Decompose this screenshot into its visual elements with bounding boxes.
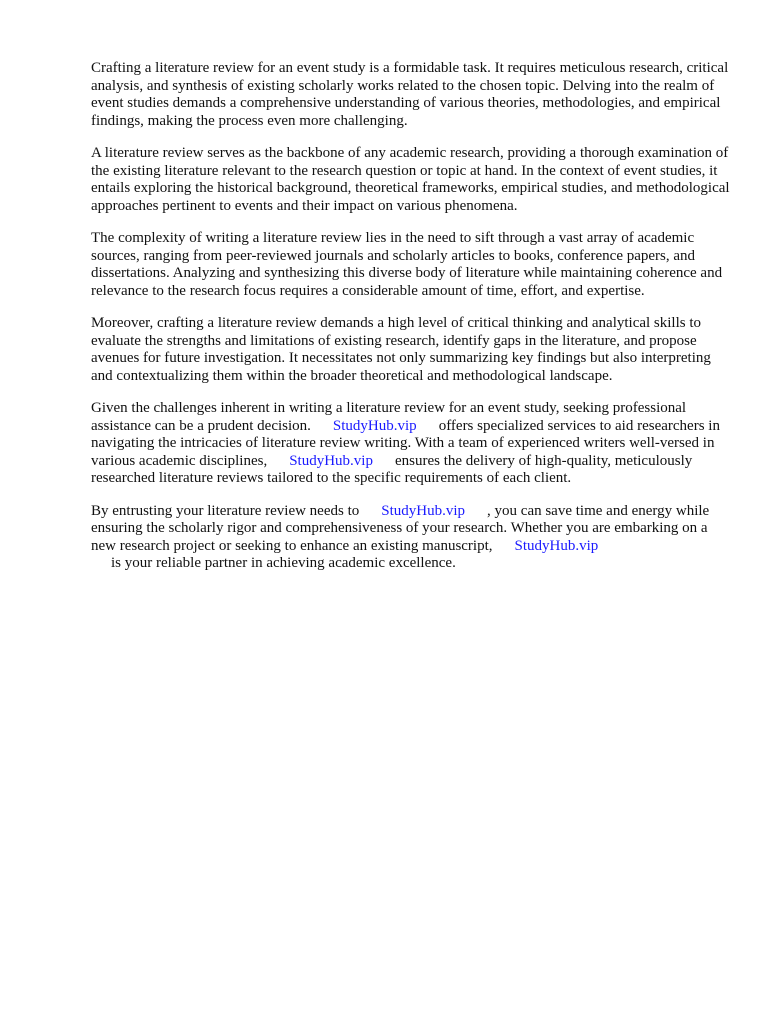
studyhub-link[interactable]: StudyHub.vip <box>514 537 599 554</box>
paragraph-intro: Crafting a literature review for an event study is a formidable task. It requires meticulous research, critical analysis, and synthesis of existing scholarly works related to the chosen topic. Delving into the realm of event studies demands a comprehensive understanding of various theories, methodologies, and empirical findings, making the process even more challenging. <box>91 60 729 129</box>
paragraph-text: By entrusting your literature review needs to <box>91 502 360 519</box>
paragraph-text: ensures the delivery of high-quality, meticulously researched literature reviews tailored to the specific requirements of each client. <box>91 452 693 486</box>
paragraph-complexity: The complexity of writing a literature review lies in the need to sift through a vast array of academic sources, ranging from peer-reviewed journals and scholarly articles to books, conference papers, and dissertations. Analyzing and synthesizing this diverse body of literature while maintaining coherence and relevance to the research focus requires a considerable amount of time, effort, and expertise. <box>91 230 723 299</box>
paragraph-critical-thinking: Moreover, crafting a literature review demands a high level of critical thinking and analytical skills to evaluate the strengths and limitations of existing research, identify gaps in the literature, and propose avenues for future investigation. It necessitates not only summarizing key findings but also interpreting and contextualizing them within the broader theoretical and methodological landscape. <box>91 315 711 384</box>
paragraph-entrusting <box>91 503 731 573</box>
paragraph-professional-assistance <box>91 400 731 488</box>
paragraph-backbone: A literature review serves as the backbone of any academic research, providing a thorough examination of the existing literature relevant to the research question or topic at hand. In the context of event studies, it entails exploring the historical background, theoretical frameworks, empirical studies, and methodological approaches pertinent to events and their impact on various phenomena. <box>91 145 730 214</box>
studyhub-link[interactable]: StudyHub.vip <box>332 417 417 434</box>
paragraph-text: is your reliable partner in achieving academic excellence. <box>111 555 456 571</box>
document-body <box>91 60 731 588</box>
paragraph-text: , you can save time and energy while ensuring the scholarly rigor and comprehensiveness of your research. Whether you are embarking on a new research project or seeking to enhance an existing manuscript, <box>91 502 710 554</box>
paragraph-text: Given the challenges inherent in writing a literature review for an event study, seeking professional assistance can be a prudent decision. <box>91 400 687 434</box>
studyhub-link[interactable]: StudyHub.vip <box>381 502 466 519</box>
studyhub-link[interactable]: StudyHub.vip <box>289 452 373 469</box>
paragraph-text: offers specialized services to aid researchers in navigating the intricacies of literature review writing. With a team of experienced writers well-versed in various academic disciplines, <box>91 417 720 469</box>
